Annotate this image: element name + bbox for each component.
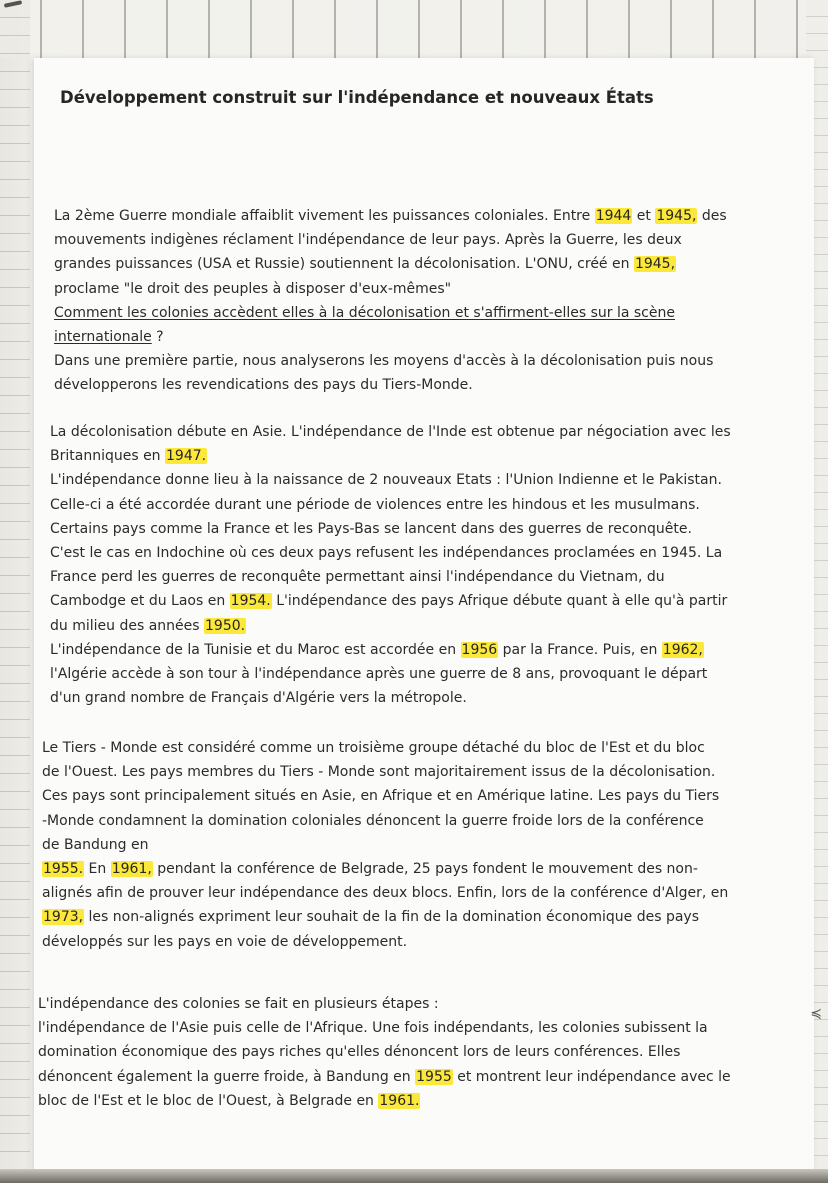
highlighted-date: 1956 <box>461 641 498 658</box>
text-line <box>38 1089 731 1113</box>
highlighted-date: 1961. <box>379 1092 420 1109</box>
text-segment: par la France. Puis, en <box>498 641 662 658</box>
text-line: Certains pays comme la France et les Pays-Bas se lancent dans des guerres de reconquête. <box>50 520 692 537</box>
text-segment: et montrent leur indépendance avec le <box>452 1068 731 1085</box>
text-segment: ? <box>151 329 164 346</box>
text-line: L'indépendance des colonies se fait en plusieurs étapes : <box>38 996 439 1012</box>
text-line <box>38 1065 731 1089</box>
page-title: Développement construit sur l'indépendance et nouveaux États <box>60 88 654 107</box>
highlighted-date: 1945, <box>656 208 697 224</box>
highlighted-date: 1954. <box>230 593 271 610</box>
text-line <box>50 638 731 662</box>
problem-statement: Comment les colonies accèdent elles à la décolonisation et s'affirment-elles sur la scène <box>54 304 675 321</box>
paragraph-conclusion <box>38 992 731 1113</box>
problem-statement-end: internationale <box>54 329 152 346</box>
text-line <box>54 252 727 276</box>
margin-scribble: ≼ <box>810 1006 822 1022</box>
text-segment: grandes puissances (USA et Russie) soutiennent la décolonisation. L'ONU, créé en <box>54 256 634 273</box>
text-line <box>50 614 731 638</box>
text-segment: les non-alignés expriment leur souhait de la fin de la domination économique des pays <box>84 909 700 926</box>
notebook-left-lines <box>0 0 30 1183</box>
text-line: C'est le cas en Indochine où ces deux pays refusent les indépendances proclamées en 1945. La <box>50 545 723 562</box>
text-line <box>42 857 728 881</box>
text-segment: La 2ème Guerre mondiale affaiblit vivement les puissances coloniales. Entre <box>54 208 595 224</box>
text-line: d'un grand nombre de Français d'Algérie vers la métropole. <box>50 690 467 707</box>
text-segment: Britanniques en <box>50 448 166 465</box>
text-segment: et <box>632 208 656 224</box>
text-line: proclame "le droit des peuples à disposer d'eux-mêmes" <box>54 280 452 297</box>
text-line: domination économique des pays riches qu'elles dénoncent lors de leurs conférences. Elles <box>38 1044 681 1061</box>
text-line: l'Algérie accède à son tour à l'indépendance après une guerre de 8 ans, provoquant le départ <box>50 666 708 683</box>
text-line <box>54 204 727 228</box>
text-segment: des <box>697 208 727 224</box>
notebook-top-edge <box>0 0 828 58</box>
text-segment: bloc de l'Est et le bloc de l'Ouest, à Belgrade en <box>38 1092 379 1109</box>
text-line: Ces pays sont principalement situés en Asie, en Afrique et en Amérique latine. Les pays du Tiers <box>42 788 720 805</box>
paragraph-introduction <box>54 204 727 398</box>
text-segment: L'indépendance des pays Afrique débute quant à elle qu'à partir <box>271 593 728 610</box>
paragraph-third-world <box>42 736 728 954</box>
highlighted-date: 1944 <box>595 208 632 224</box>
highlighted-date: 1962, <box>662 641 703 658</box>
highlighted-date: 1973, <box>43 909 84 926</box>
text-line: alignés afin de prouver leur indépendance des deux blocs. Enfin, lors de la conférence d'Alger, en <box>42 885 729 902</box>
text-segment: Cambodge et du Laos en <box>50 593 230 610</box>
text-line: La décolonisation débute en Asie. L'indépendance de l'Inde est obtenue par négociation avec les <box>50 424 731 440</box>
highlighted-date: 1955 <box>416 1068 452 1085</box>
highlighted-date: 1947. <box>166 448 207 465</box>
paragraph-decolonization <box>50 420 731 710</box>
text-segment: du milieu des années <box>50 617 204 634</box>
text-segment: dénoncent également la guerre froide, à Bandung en <box>38 1068 416 1085</box>
text-line: France perd les guerres de reconquête permettant ainsi l'indépendance du Vietnam, du <box>50 569 665 586</box>
text-line: développerons les revendications des pays du Tiers-Monde. <box>54 377 473 394</box>
text-line: Dans une première partie, nous analyserons les moyens d'accès à la décolonisation puis nous <box>54 353 714 370</box>
text-segment: pendant la conférence de Belgrade, 25 pays fondent le mouvement des non- <box>152 861 698 878</box>
text-line <box>54 325 727 349</box>
text-line: de Bandung en <box>42 836 149 853</box>
text-line: développés sur les pays en voie de développement. <box>42 933 408 950</box>
highlighted-date: 1961, <box>111 861 152 878</box>
highlighted-date: 1950. <box>205 617 246 634</box>
notebook-bottom-edge <box>0 1169 828 1183</box>
highlighted-date: 1945, <box>634 256 676 273</box>
text-line: L'indépendance donne lieu à la naissance de 2 nouveaux Etats : l'Union Indienne et le Pakistan. <box>50 472 722 489</box>
text-line: l'indépendance de l'Asie puis celle de l'Afrique. Une fois indépendants, les colonies subissent la <box>38 1020 708 1037</box>
text-line: Celle-ci a été accordée durant une période de violences entre les hindous et les musulmans. <box>50 496 700 513</box>
text-line: -Monde condamnent la domination coloniales dénoncent la guerre froide lors de la conférence <box>42 812 704 829</box>
text-line <box>42 905 728 929</box>
text-segment: L'indépendance de la Tunisie et du Maroc est accordée en <box>50 641 461 658</box>
text-line <box>50 444 731 468</box>
text-line: mouvements indigènes réclament l'indépendance de leur pays. Après la Guerre, les deux <box>54 232 682 249</box>
text-line <box>50 589 731 613</box>
text-line: Le Tiers - Monde est considéré comme un troisième groupe détaché du bloc de l'Est et du bloc <box>42 740 705 756</box>
text-segment: En <box>84 861 111 878</box>
text-line: de l'Ouest. Les pays membres du Tiers - Monde sont majoritairement issus de la décolonisation. <box>42 764 716 781</box>
highlighted-date: 1955. <box>43 861 84 878</box>
